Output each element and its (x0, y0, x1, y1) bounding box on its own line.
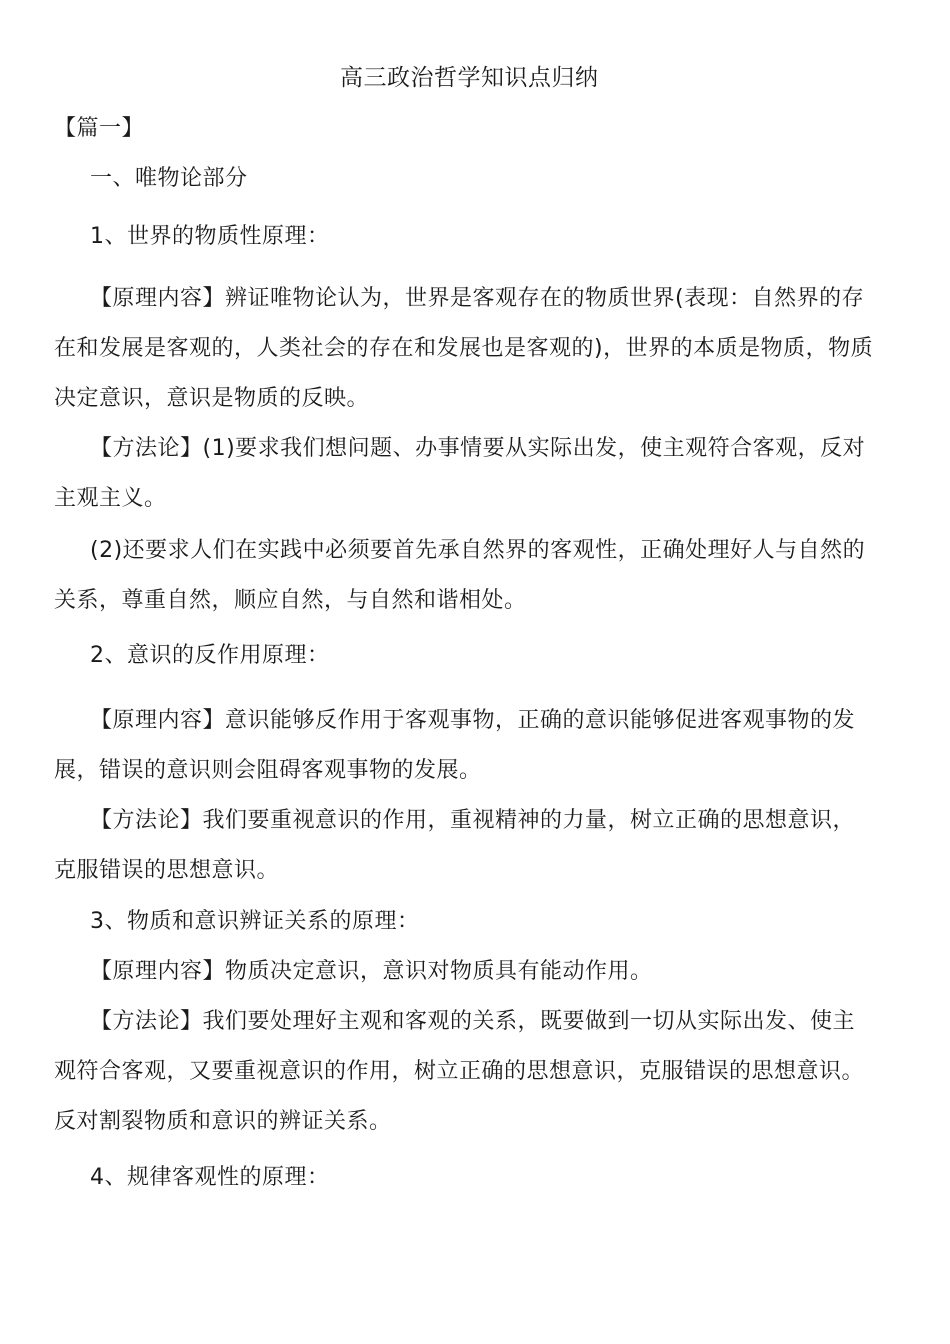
paragraph-line: 【原理内容】意识能够反作用于客观事物，正确的意识能够促进客观事物的发 (90, 708, 856, 733)
paragraph-line: 【方法论】我们要处理好主观和客观的关系，既要做到一切从实际出发、使主 (90, 1009, 856, 1034)
paragraph-line: 【原理内容】物质决定意识，意识对物质具有能动作用。 (90, 959, 653, 984)
section-heading: 一、唯物论部分 (90, 166, 248, 191)
document-title: 高三政治哲学知识点归纳 (340, 65, 599, 91)
paragraph-line: 决定意识，意识是物质的反映。 (54, 386, 370, 411)
paragraph-line: 展，错误的意识则会阻碍客观事物的发展。 (54, 758, 482, 783)
item-heading: 2、意识的反作用原理： (90, 643, 330, 668)
paragraph-line: 反对割裂物质和意识的辨证关系。 (54, 1109, 392, 1134)
paragraph-line: 观符合客观，又要重视意识的作用，树立正确的思想意识，克服错误的思想意识。 (54, 1059, 865, 1084)
item-heading: 3、物质和意识辨证关系的原理： (90, 909, 420, 934)
paragraph-line: 【方法论】(1)要求我们想问题、办事情要从实际出发，使主观符合客观，反对 (90, 436, 866, 461)
paragraph-line: 在和发展是客观的，人类社会的存在和发展也是客观的)，世界的本质是物质，物质 (54, 336, 874, 361)
paragraph-line: 主观主义。 (54, 486, 167, 511)
paragraph-line: (2)还要求人们在实践中必须要首先承自然界的客观性，正确处理好人与自然的 (90, 538, 866, 563)
part-label: 【篇一】 (54, 116, 145, 141)
paragraph-line: 克服错误的思想意识。 (54, 858, 280, 883)
paragraph-line: 关系，尊重自然，顺应自然，与自然和谐相处。 (54, 588, 527, 613)
item-heading: 1、世界的物质性原理： (90, 224, 330, 249)
paragraph-line: 【方法论】我们要重视意识的作用，重视精神的力量，树立正确的思想意识， (90, 808, 856, 833)
item-heading: 4、规律客观性的原理： (90, 1165, 330, 1190)
paragraph-line: 【原理内容】辨证唯物论认为，世界是客观存在的物质世界(表现：自然界的存 (90, 286, 865, 311)
